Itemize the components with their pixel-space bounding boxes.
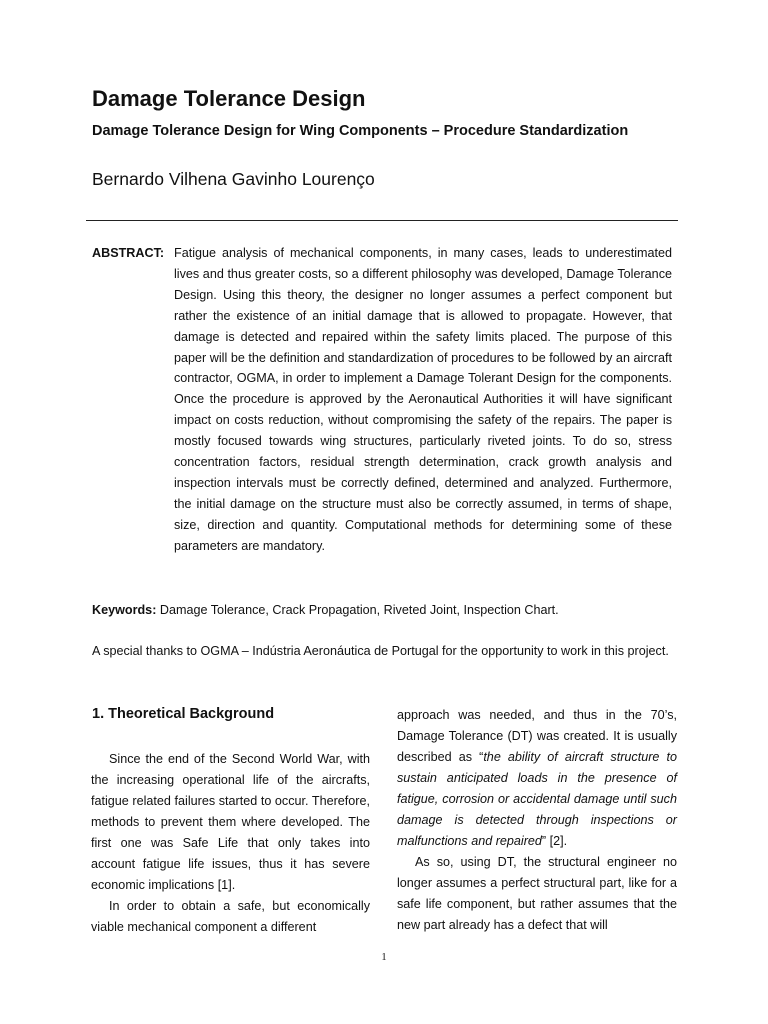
abstract-block (92, 243, 672, 557)
right-column (397, 705, 677, 936)
author-name: Bernardo Vilhena Gavinho Lourenço (92, 169, 375, 189)
abstract-label: ABSTRACT: (92, 246, 165, 260)
left-paragraph-1: Since the end of the Second World War, with the increasing operational life of the aircrafts, fatigue related failures started to occur. Therefore, methods to prevent them where developed. The first one was Safe Life that only takes into account fatigue life issues, thus it has severe economic implications [1]. (91, 752, 370, 892)
left-column (91, 749, 370, 938)
paper-subtitle: Damage Tolerance Design for Wing Components – Procedure Standardization (92, 123, 629, 139)
paper-title: Damage Tolerance Design (92, 86, 366, 111)
right-paragraph-1-tail: ” [2]. (541, 834, 568, 848)
abstract-text: Fatigue analysis of mechanical components, in many cases, leads to underestimated lives and thus greater costs, so a different philosophy was developed, Damage Tolerance Design. Using this theory, the designer no longer assumes a perfect component but rather the existence of an initial damage that is allowed to propagate. However, that damage is detected and repaired within the safety limits placed. The purpose of this paper will be the definition and standardization of procedures to be followed by an aircraft contractor, OGMA, in order to implement a Damage Tolerant Design for the components. Once the procedure is approved by the Aeronautical Authorities it will have significant impact on costs reduction, without compromising the safety of the repairs. The paper is mostly focused towards wing structures, particularly riveted joints. To do so, stress concentration factors, residual strength determination, crack growth analysis and inspection intervals must be correctly defined, determined and analyzed. Furthermore, the initial damage on the structure must also be correctly assumed, in terms of shape, size, direction and quantity. Computational methods for determining some of these parameters are mandatory. (174, 246, 672, 553)
acknowledgement-text: A special thanks to OGMA – Indústria Aeronáutica de Portugal for the opportunity to work in this project. (92, 644, 669, 658)
left-paragraph-2: In order to obtain a safe, but economically viable mechanical component a different (91, 899, 370, 934)
dt-definition-quote: the ability of aircraft structure to sustain anticipated loads in the presence of fatigue, corrosion or accidental damage until such damage is detected through inspections or malfunctions and repaired (397, 750, 678, 848)
keywords-label: Keywords: (92, 603, 157, 617)
keywords-line (92, 600, 672, 621)
section-heading: 1. Theoretical Background (92, 706, 275, 722)
keywords-text: Damage Tolerance, Crack Propagation, Riveted Joint, Inspection Chart. (159, 603, 559, 617)
page-number: 1 (381, 952, 387, 963)
right-paragraph-1-lead: approach was needed, and thus in the 70’s, Damage Tolerance (DT) was created. It is usually described as “ (397, 708, 677, 764)
header-divider (86, 220, 678, 221)
right-paragraph-1 (397, 705, 677, 852)
right-paragraph-2: As so, using DT, the structural engineer no longer assumes a perfect structural part, like for a safe life component, but rather assumes that the new part already has a defect that will (397, 855, 677, 932)
